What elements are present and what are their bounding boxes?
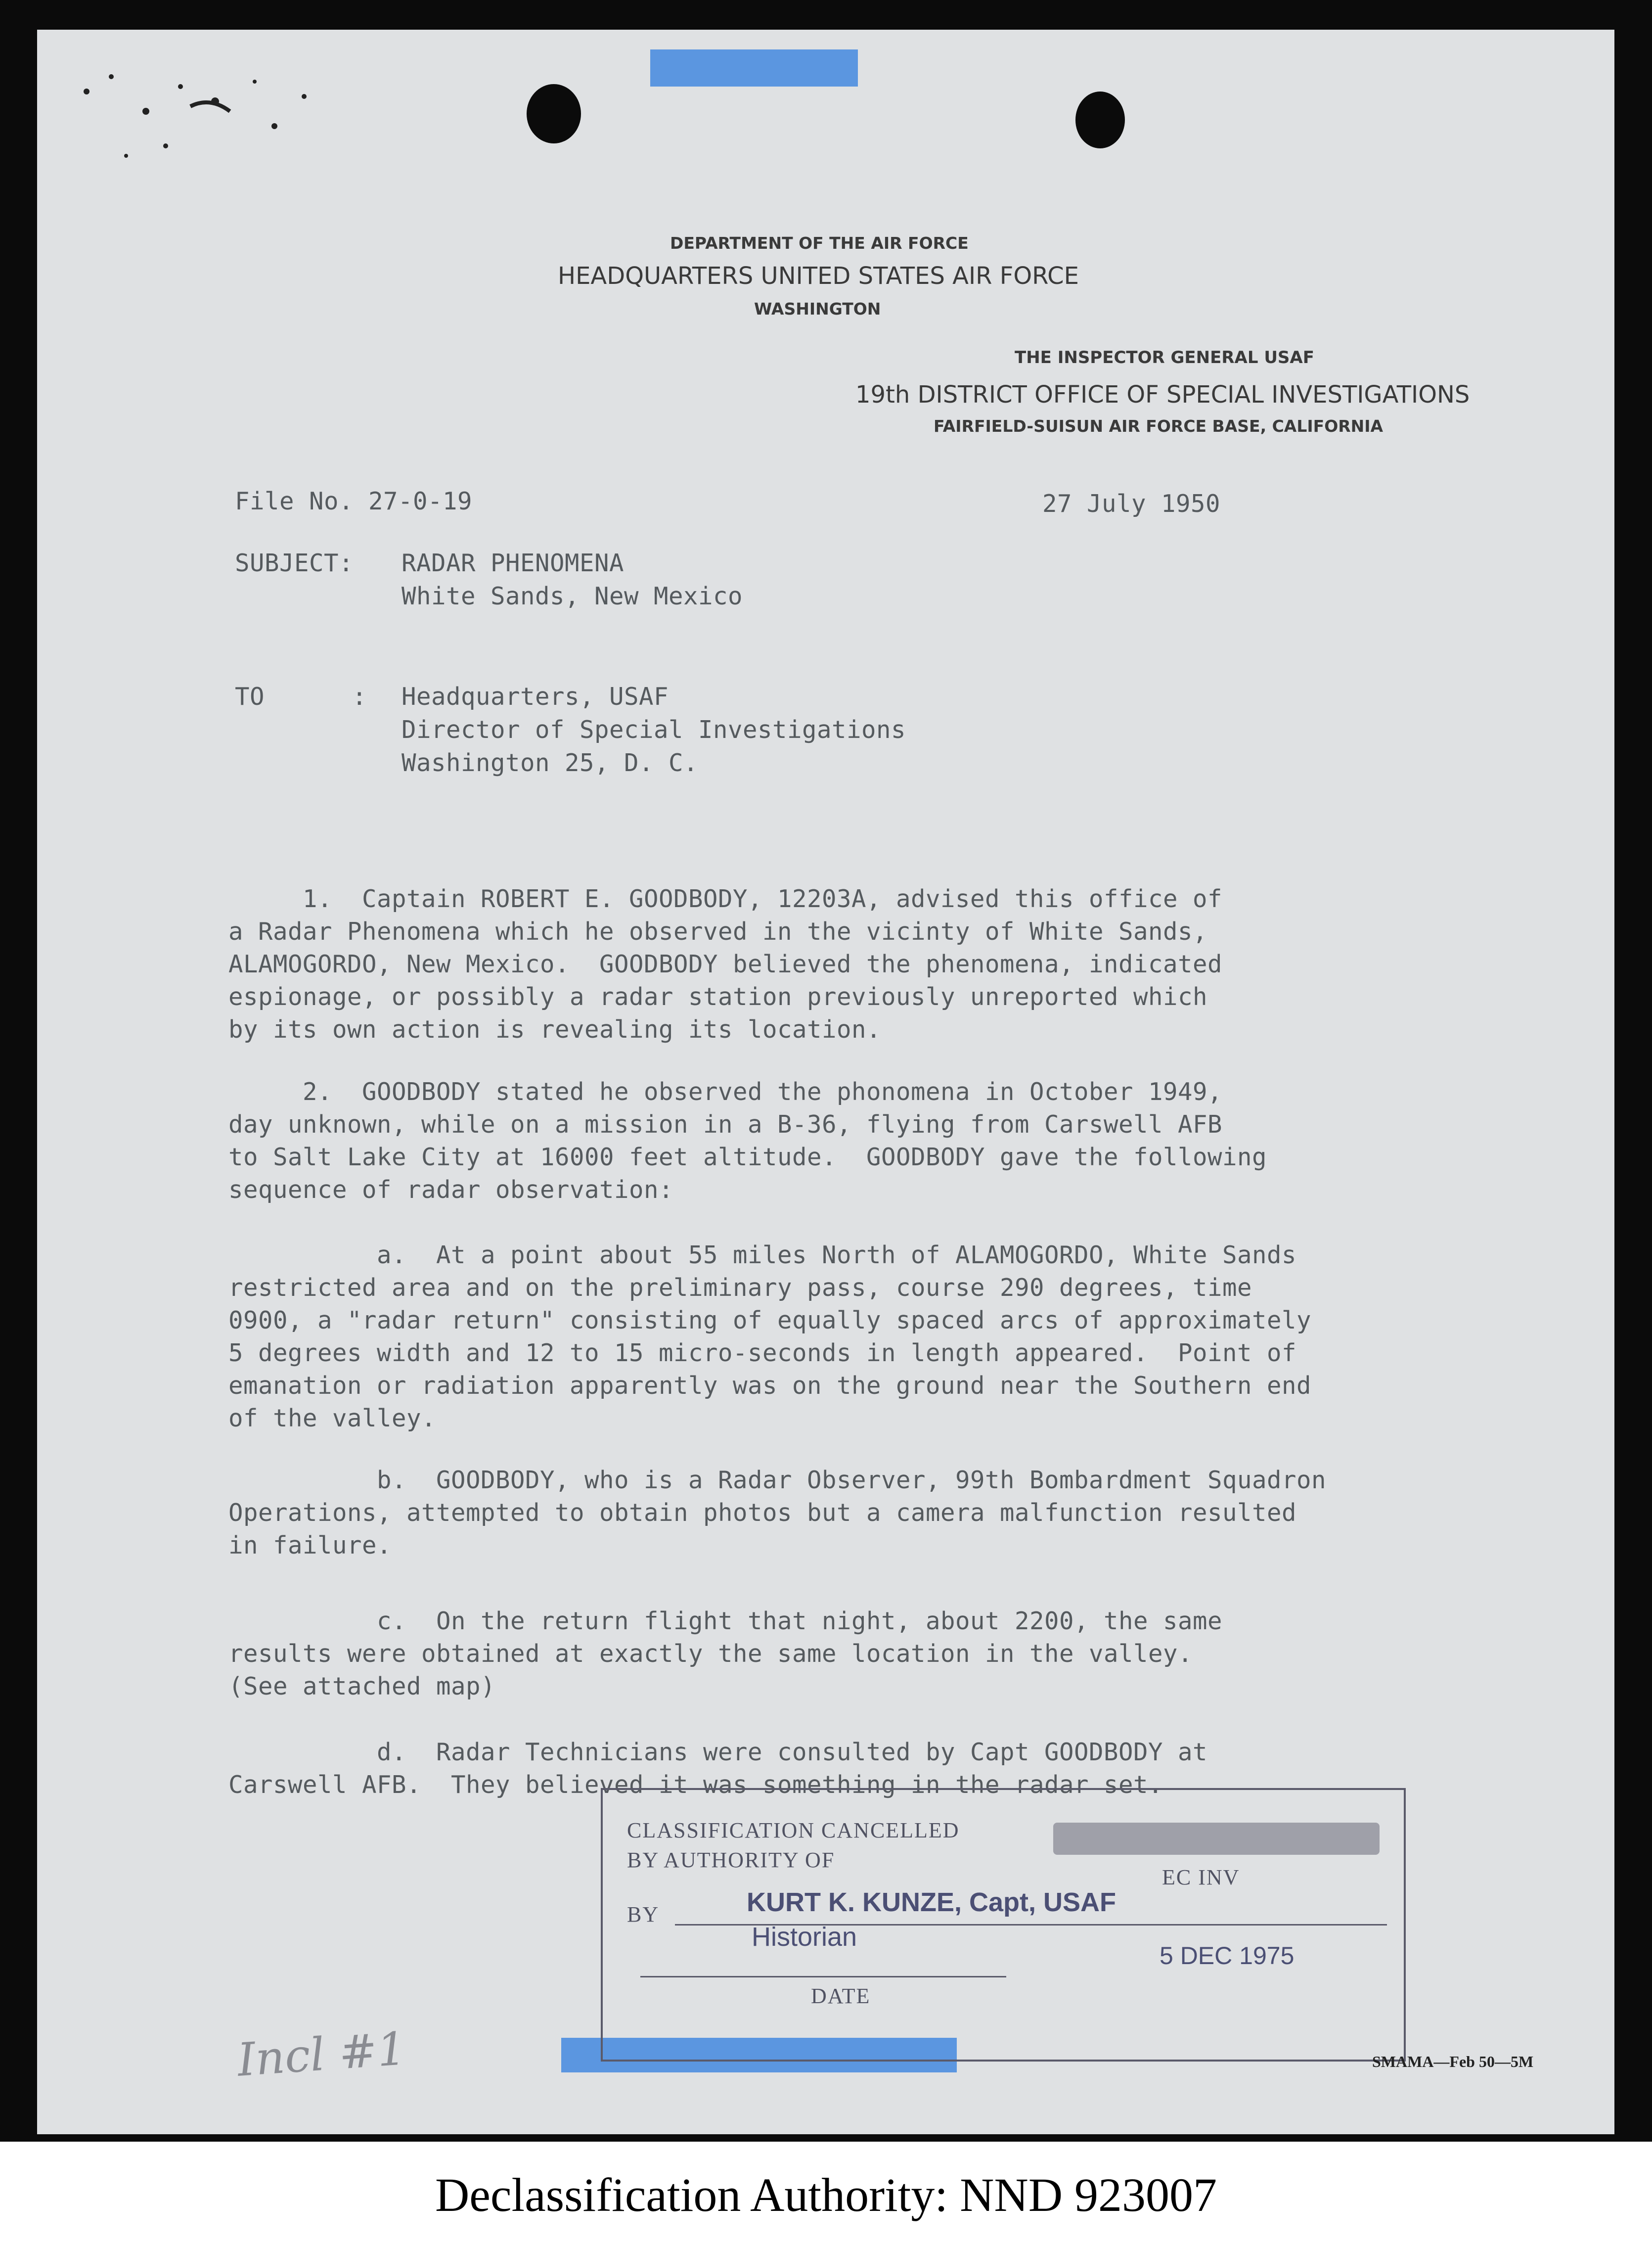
subject-line-1: RADAR PHENOMENA xyxy=(402,549,625,577)
paragraph-c: c. On the return flight that night, about 2200, the same results were obtained at exactly the same location in the valley. (See attached map) xyxy=(228,1607,1223,1700)
to-line-1: Headquarters, USAF xyxy=(402,683,669,711)
stamp-overprint-smudge xyxy=(1053,1823,1380,1855)
stamp-line-2: BY AUTHORITY OF xyxy=(627,1848,835,1872)
form-number: SMAMA—Feb 50—5M xyxy=(1372,2053,1534,2070)
to-colon: : xyxy=(352,683,367,711)
to-line-2: Director of Special Investigations xyxy=(402,716,906,744)
tape-top xyxy=(650,49,858,87)
paragraph-a: a. At a point about 55 miles North of ALAMOGORDO, White Sands restricted area and on the preliminary pass, course 290 degrees, time 0900, a "radar return" consisting of equally spaced arcs of approximately 5 degrees width and 12 to 15 micro-seconds in length appeared. Point of emanation or radiation apparently was on the ground near the Southern end of the valley. xyxy=(228,1241,1312,1432)
paragraph-1: 1. Captain ROBERT E. GOODBODY, 12203A, advised this office of a Radar Phenomena which he observed in the vicinty of White Sands, ALAMOGORDO, New Mexico. GOODBODY believed the phenomena, indicated espionage, or possibly a radar station previously unreported which by its own action is revealing its location. xyxy=(228,885,1223,1044)
stamp-date-label: DATE xyxy=(811,1984,871,2008)
subject-label: SUBJECT: xyxy=(235,549,354,577)
to-label: TO xyxy=(235,683,265,711)
letterhead-office: 19th DISTRICT OFFICE OF SPECIAL INVESTIGATIONS xyxy=(855,381,1470,409)
to-line-3: Washington 25, D. C. xyxy=(402,749,699,777)
letterhead-city: WASHINGTON xyxy=(754,299,881,319)
letterhead-base: FAIRFIELD-SUISUN AIR FORCE BASE, CALIFORNIA xyxy=(934,416,1384,436)
letterhead-dept: DEPARTMENT OF THE AIR FORCE xyxy=(670,233,969,253)
stamp-by-label: BY xyxy=(627,1902,660,1927)
letter-date: 27 July 1950 xyxy=(1042,490,1221,518)
letterhead-ig: THE INSPECTOR GENERAL USAF xyxy=(1015,348,1314,367)
stamp-overprint: EC INV xyxy=(1162,1865,1240,1889)
letterhead-hq: HEADQUARTERS UNITED STATES AIR FORCE xyxy=(558,262,1079,290)
paragraph-d: d. Radar Technicians were consulted by Capt GOODBODY at Carswell AFB. They believed it was something in the radar set. xyxy=(228,1738,1208,1799)
stamp-date-line xyxy=(640,1976,1006,1977)
handwritten-note: Incl #1 xyxy=(235,2022,408,2087)
paragraph-2: 2. GOODBODY stated he observed the phonomena in October 1949, day unknown, while on a mission in a B-36, flying from Carswell AFB to Salt Lake City at 16000 feet altitude. GOODBODY gave the following sequence of radar observation: xyxy=(228,1078,1267,1204)
paper-damage-specks xyxy=(67,57,413,205)
stamp-date-value: 5 DEC 1975 xyxy=(1160,1942,1295,1970)
stamp-signer: KURT K. KUNZE, Capt, USAF xyxy=(747,1887,1116,1917)
stamp-signer-title: Historian xyxy=(752,1922,857,1952)
file-number: File No. 27-0-19 xyxy=(235,487,473,515)
subject-line-2: White Sands, New Mexico xyxy=(402,582,743,610)
punch-hole-right xyxy=(1075,92,1125,148)
paragraph-b: b. GOODBODY, who is a Radar Observer, 99th Bombardment Squadron Operations, attempted to obtain photos but a camera malfunction resulted in failure. xyxy=(228,1466,1327,1560)
declassification-footer: Declassification Authority: NND 923007 xyxy=(0,2142,1652,2248)
punch-hole-left xyxy=(527,84,581,143)
stamp-line-1: CLASSIFICATION CANCELLED xyxy=(627,1818,960,1842)
